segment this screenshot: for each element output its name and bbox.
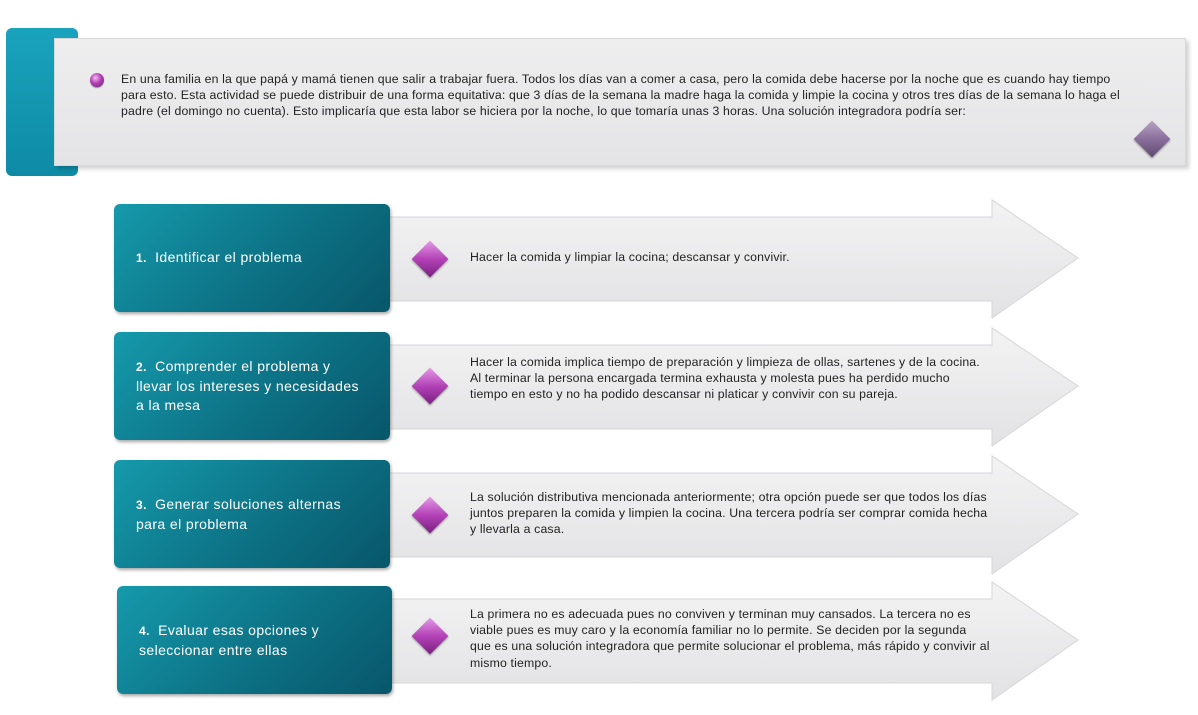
step-title [136, 357, 366, 415]
step-number: 2. [136, 360, 147, 374]
step-description: Hacer la comida y limpiar la cocina; descansar y convivir. [470, 250, 790, 264]
intro-text: En una familia en la que papá y mamá tienen que salir a trabajar fuera. Todos los días van a comer a casa, pero la comida debe hacerse por la noche que es cuando hay tiempo para esto. Esta actividad se puede distribuir de una forma equitativa: que 3 días de la semana la madre haga la comida y limpie la cocina y otros tres días de la semana lo haga el padre (el domingo no cuenta). Esto implicaría que esta labor se hiciera por la noche, lo que tomaría unas 3 horas. Una solución integradora podría ser: [121, 72, 1120, 119]
step-row [0, 456, 1198, 582]
bullet-icon [90, 73, 104, 87]
step-title-text: Comprender el problema y llevar los intereses y necesidades a la mesa [136, 358, 359, 413]
step-row [0, 328, 1198, 454]
step-description: Hacer la comida implica tiempo de preparación y limpieza de ollas, sartenes y de la cocina. Al terminar la persona encargada termina exhausta y molesta pues ha perdido mucho tiempo en esto y no ha podido descansar ni platicar y convivir con su pareja. [470, 355, 980, 402]
step-title-text: Evaluar esas opciones y seleccionar entre ellas [139, 621, 320, 658]
step-4-box [117, 586, 392, 694]
step-number: 1. [136, 251, 147, 265]
step-3-box [114, 460, 390, 568]
step-title [139, 621, 368, 660]
step-2-box [114, 332, 390, 440]
step-title [136, 248, 302, 268]
step-1-box [114, 204, 390, 312]
step-row [0, 200, 1198, 326]
step-description: La primera no es adecuada pues no conviven y terminan muy cansados. La tercera no es viable pues es muy caro y la economía familiar no lo permite. Se deciden por la segunda que es una solución integradora que permite solucionar el problema, más rápido y convivir al mismo tiempo. [470, 607, 990, 670]
step-title-text: Identificar el problema [155, 249, 303, 265]
step-title [136, 495, 366, 534]
step-number: 4. [139, 623, 150, 638]
step-number: 3. [136, 497, 147, 512]
step-description: La solución distributiva mencionada anteriormente; otra opción puede ser que todos los días juntos preparen la comida y limpien la cocina. Una tercera podría ser comprar comida hecha y llevarla a casa. [470, 490, 988, 537]
step-row [0, 582, 1198, 708]
step-title-text: Generar soluciones alternas para el problema [136, 495, 342, 532]
